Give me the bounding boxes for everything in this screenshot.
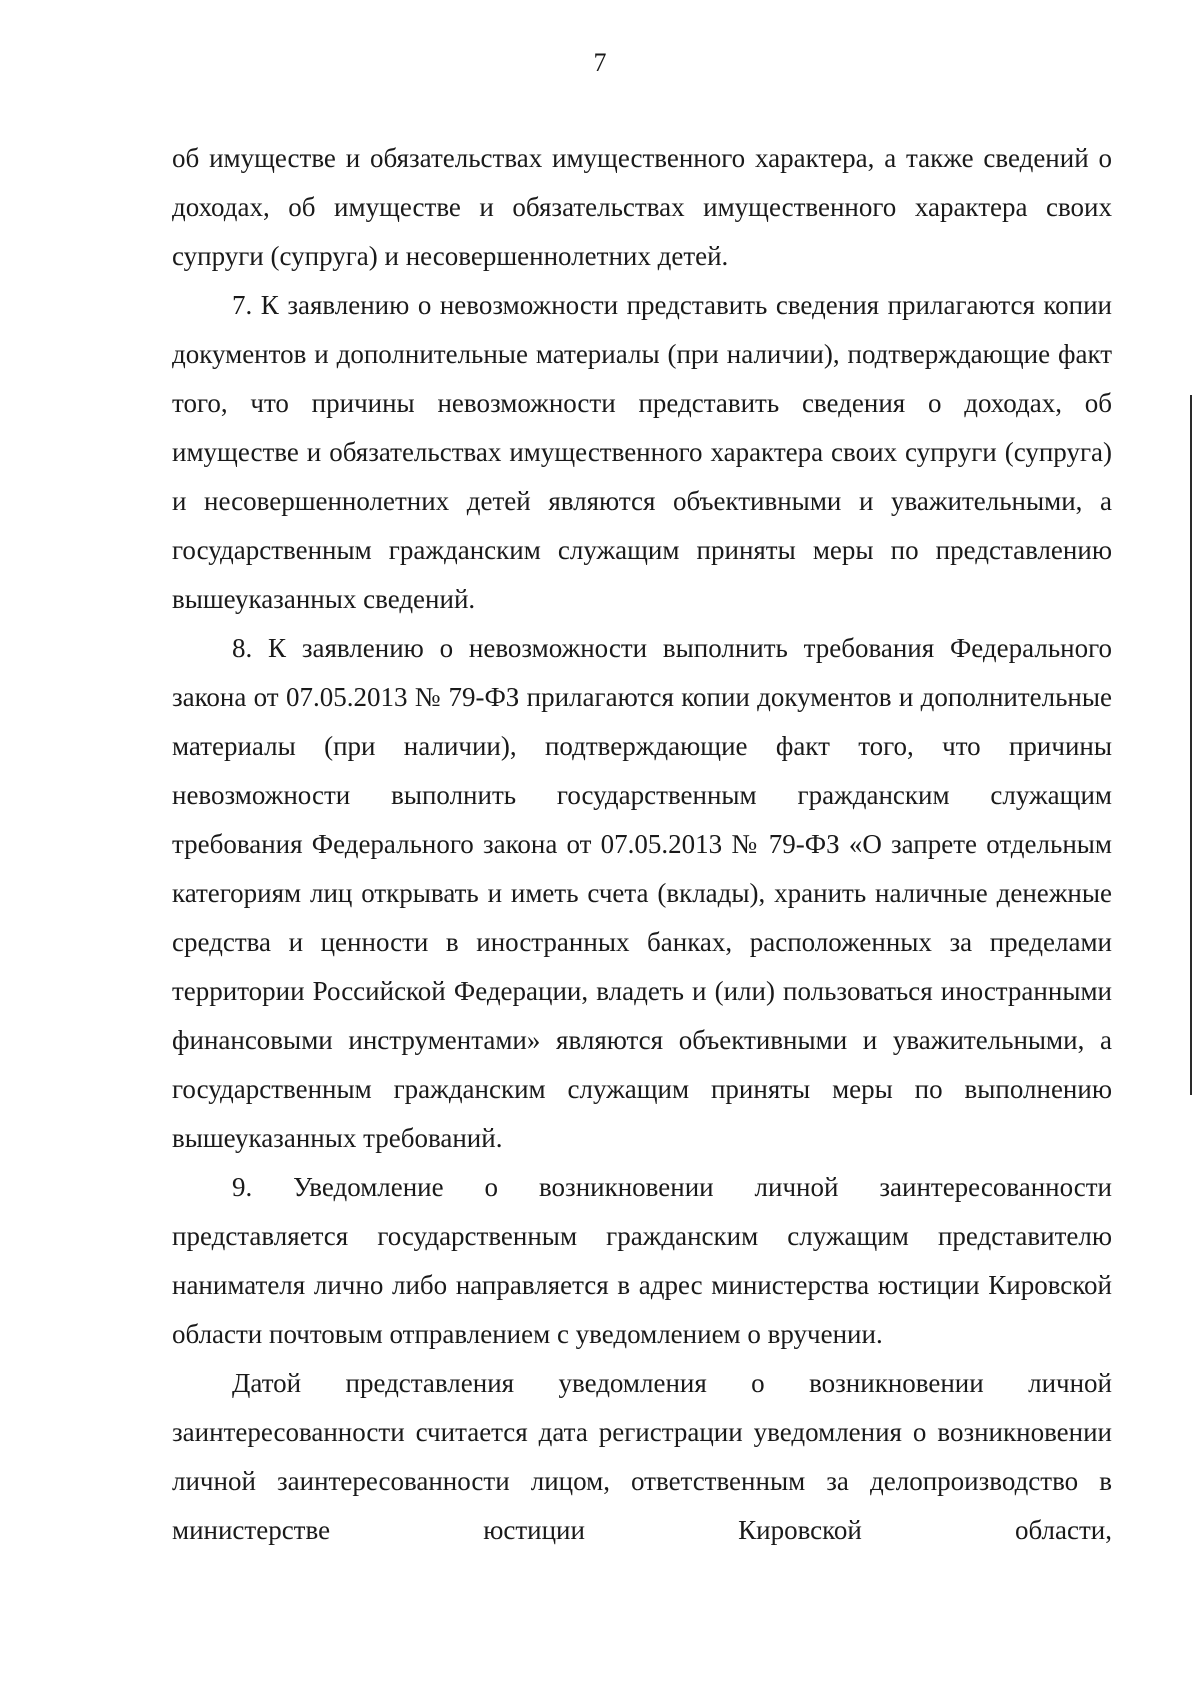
margin-scan-line — [1190, 395, 1192, 1095]
document-body — [172, 134, 1112, 1555]
paragraph-continuation: об имуществе и обязательствах имущественного характера, а также сведений о доходах, об имуществе и обязательствах имущественного характера своих супруги (супруга) и несовершеннолетних детей. — [172, 143, 1112, 271]
paragraph-item-9: 9. Уведомление о возникновении личной заинтересованности представляется государственным гражданским служащим представителю нанимателя лично либо направляется в адрес министерства юстиции Кировской области почтовым отправлением с уведомлением о вручении. — [172, 1172, 1112, 1349]
paragraph-item-8: 8. К заявлению о невозможности выполнить требования Федерального закона от 07.05.2013 № 79-ФЗ прилагаются копии документов и дополнительные материалы (при наличии), подтверждающие факт того, что причины невозможности выполнить государственным гражданским служащим требования Федерального закона от 07.05.2013 № 79-ФЗ «О запрете отдельным категориям лиц открывать и иметь счета (вклады), хранить наличные денежные средства и ценности в иностранных банках, расположенных за пределами территории Российской Федерации, владеть и (или) пользоваться иностранными финансовыми инструментами» являются объективными и уважительными, а государственным гражданским служащим приняты меры по выполнению вышеуказанных требований. — [172, 633, 1112, 1153]
paragraph-item-7: 7. К заявлению о невозможности представить сведения прилагаются копии документов и дополнительные материалы (при наличии), подтверждающие факт того, что причины невозможности представить сведения о доходах, об имуществе и обязательствах имущественного характера своих супруги (супруга) и несовершеннолетних детей являются объективными и уважительными, а государственным гражданским служащим приняты меры по представлению вышеуказанных сведений. — [172, 290, 1112, 614]
paragraph-submission-date: Датой представления уведомления о возникновении личной заинтересованности считается дата регистрации уведомления о возникновении личной заинтересованности лицом, ответственным за делопроизводство в министерстве юстиции Кировской области, — [172, 1368, 1112, 1545]
page-number: 7 — [593, 48, 607, 77]
